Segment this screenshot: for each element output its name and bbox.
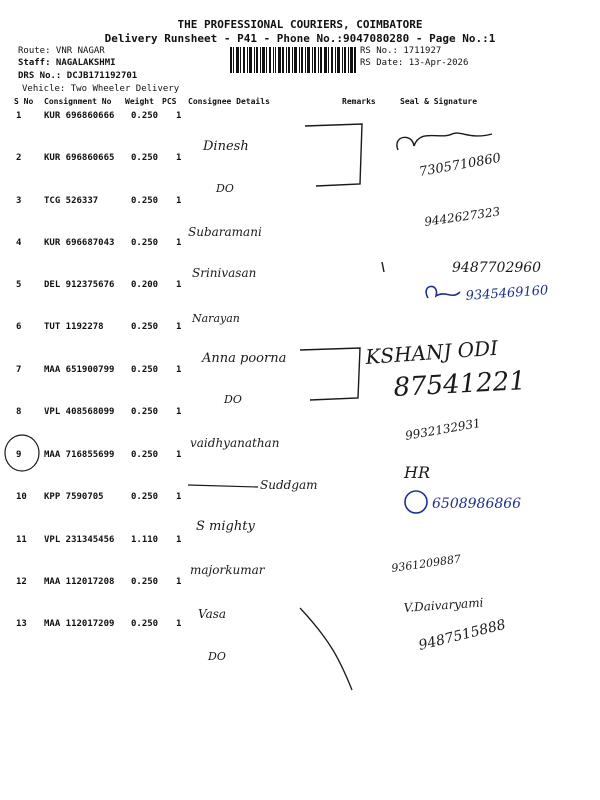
table-row [0,450,600,464]
drs-value: DCJB171192701 [66,71,138,81]
row-weight: 0.250 [131,322,159,332]
row-consignment: VPL 408568099 [44,407,115,417]
row-consignment: VPL 231345456 [44,535,115,545]
runsheet-title: THE PROFESSIONAL COURIERS, COIMBATORE [177,18,423,31]
row-pcs: 1 [176,577,182,587]
row-sno: 3 [16,196,22,206]
table-row [0,365,600,379]
row-sno: 2 [16,153,22,163]
row-pcs: 1 [176,535,182,545]
row-weight: 0.250 [131,238,159,248]
table-row [0,153,600,167]
row-pcs: 1 [176,365,182,375]
hw-strike-line [188,485,258,487]
row-weight: 0.250 [131,450,159,460]
row-pcs: 1 [176,407,182,417]
hw-srinivasan: Srinivasan [192,266,257,280]
hw-majorkumar: majorkumar [190,563,265,577]
hw-phone-2: 9442627323 [423,204,502,229]
table-row [0,322,600,336]
row-pcs: 1 [176,450,182,460]
hw-phone-3: 9487702960 [452,260,542,276]
row-weight: 0.250 [131,577,159,587]
hw-do-3: DO [208,650,226,663]
rs-date: RS Date: 13-Apr-2026 [360,58,469,68]
table-row [0,577,600,591]
hw-do-1: DO [216,182,234,195]
table-row [0,407,600,421]
col-pcs: PCS [162,97,177,106]
hw-phone-5: 87541221 [392,366,527,403]
row-weight: 0.250 [131,111,159,121]
row-weight: 0.250 [131,196,159,206]
row-sno: 7 [16,365,22,375]
hw-phone-8: 9361209887 [390,552,462,575]
hw-subaramani: Subaramani [188,225,262,239]
runsheet-subtitle: Delivery Runsheet - P41 - Phone No.:9047080280 - Page No.:1 [104,32,496,45]
row-sno: 8 [16,407,22,417]
hw-vdaivaryam: V.Daivaryami [403,595,484,615]
row-sno: 11 [16,535,27,545]
table-row [0,619,600,633]
signature-row-1 [397,133,492,150]
hw-vaidhyanathan: vaidhyanathan [190,436,280,450]
table-row [0,238,600,252]
hw-narayan: Narayan [192,312,240,325]
hw-vasa: Vasa [198,607,227,621]
hw-suddgam: Suddgam [260,478,318,492]
row-consignment: DEL 912375676 [44,280,115,290]
row-consignment: KUR 696860665 [44,153,115,163]
row-consignment: MAA 112017209 [44,619,115,629]
row-pcs: 1 [176,196,182,206]
col-remarks: Remarks [342,97,376,106]
drs-info [18,71,137,81]
col-consignee: Consignee Details [188,97,270,106]
hw-phone-4: 9345469160 [465,283,549,304]
col-sno: S No [14,97,34,106]
col-consignment: Consignment No [44,97,112,106]
row-pcs: 1 [176,238,182,248]
row-pcs: 1 [176,153,182,163]
row-pcs: 1 [176,619,182,629]
row-weight: 1.110 [131,535,159,545]
vehicle-info: Vehicle: Two Wheeler Delivery [22,84,180,94]
hw-hr: HR [404,463,430,482]
row-weight: 0.250 [131,365,159,375]
row-consignment: KUR 696687043 [44,238,115,248]
row-consignment: KUR 696860666 [44,111,115,121]
row-sno: 5 [16,280,22,290]
row-consignment: MAA 651900799 [44,365,115,375]
row-sno: 9 [16,450,22,460]
hw-annapoorna: Anna poorna [202,351,287,366]
row-consignment: KPP 7590705 [44,492,104,502]
route-info: Route: VNR NAGAR [18,46,105,56]
row-consignment: TCG 526337 [44,196,99,206]
row-sno: 4 [16,238,22,248]
tick-mark [382,262,384,272]
hw-mighty: S mighty [196,519,255,534]
hw-phone-6: 9932132931 [404,415,482,443]
row-pcs: 1 [176,492,182,502]
row-consignment: MAA 716855699 [44,450,115,460]
row-pcs: 1 [176,280,182,290]
row-weight: 0.250 [131,619,159,629]
barcode [230,47,356,73]
row-weight: 0.200 [131,280,159,290]
hw-kshan: KSHANJ ODI [364,335,499,369]
staff-info: Staff: NAGALAKSHMI [18,58,116,68]
hw-do-2: DO [224,393,242,406]
row-sno: 12 [16,577,27,587]
table-row [0,196,600,210]
table-row [0,535,600,549]
table-row [0,111,600,125]
table-row [0,492,600,506]
rs-number: RS No.: 1711927 [360,46,442,56]
row-weight: 0.250 [131,492,159,502]
row-sno: 13 [16,619,27,629]
col-seal-signature: Seal & Signature [400,97,478,106]
col-weight: Weight [125,97,154,106]
drs-label: DRS No.: [18,71,62,81]
hw-dinesh: Dinesh [203,139,249,154]
row-pcs: 1 [176,322,182,332]
row-sno: 1 [16,111,22,121]
table-row [0,280,600,294]
hw-phone-9: 9487515888 [417,616,508,654]
row-consignment: MAA 112017208 [44,577,115,587]
row-sno: 6 [16,322,22,332]
hw-phone-7: 6508986866 [432,496,522,512]
row-weight: 0.250 [131,153,159,163]
row-sno: 10 [16,492,27,502]
row-weight: 0.250 [131,407,159,417]
hw-phone-1: 7305710860 [418,150,503,180]
row-pcs: 1 [176,111,182,121]
row-consignment: TUT 1192278 [44,322,104,332]
